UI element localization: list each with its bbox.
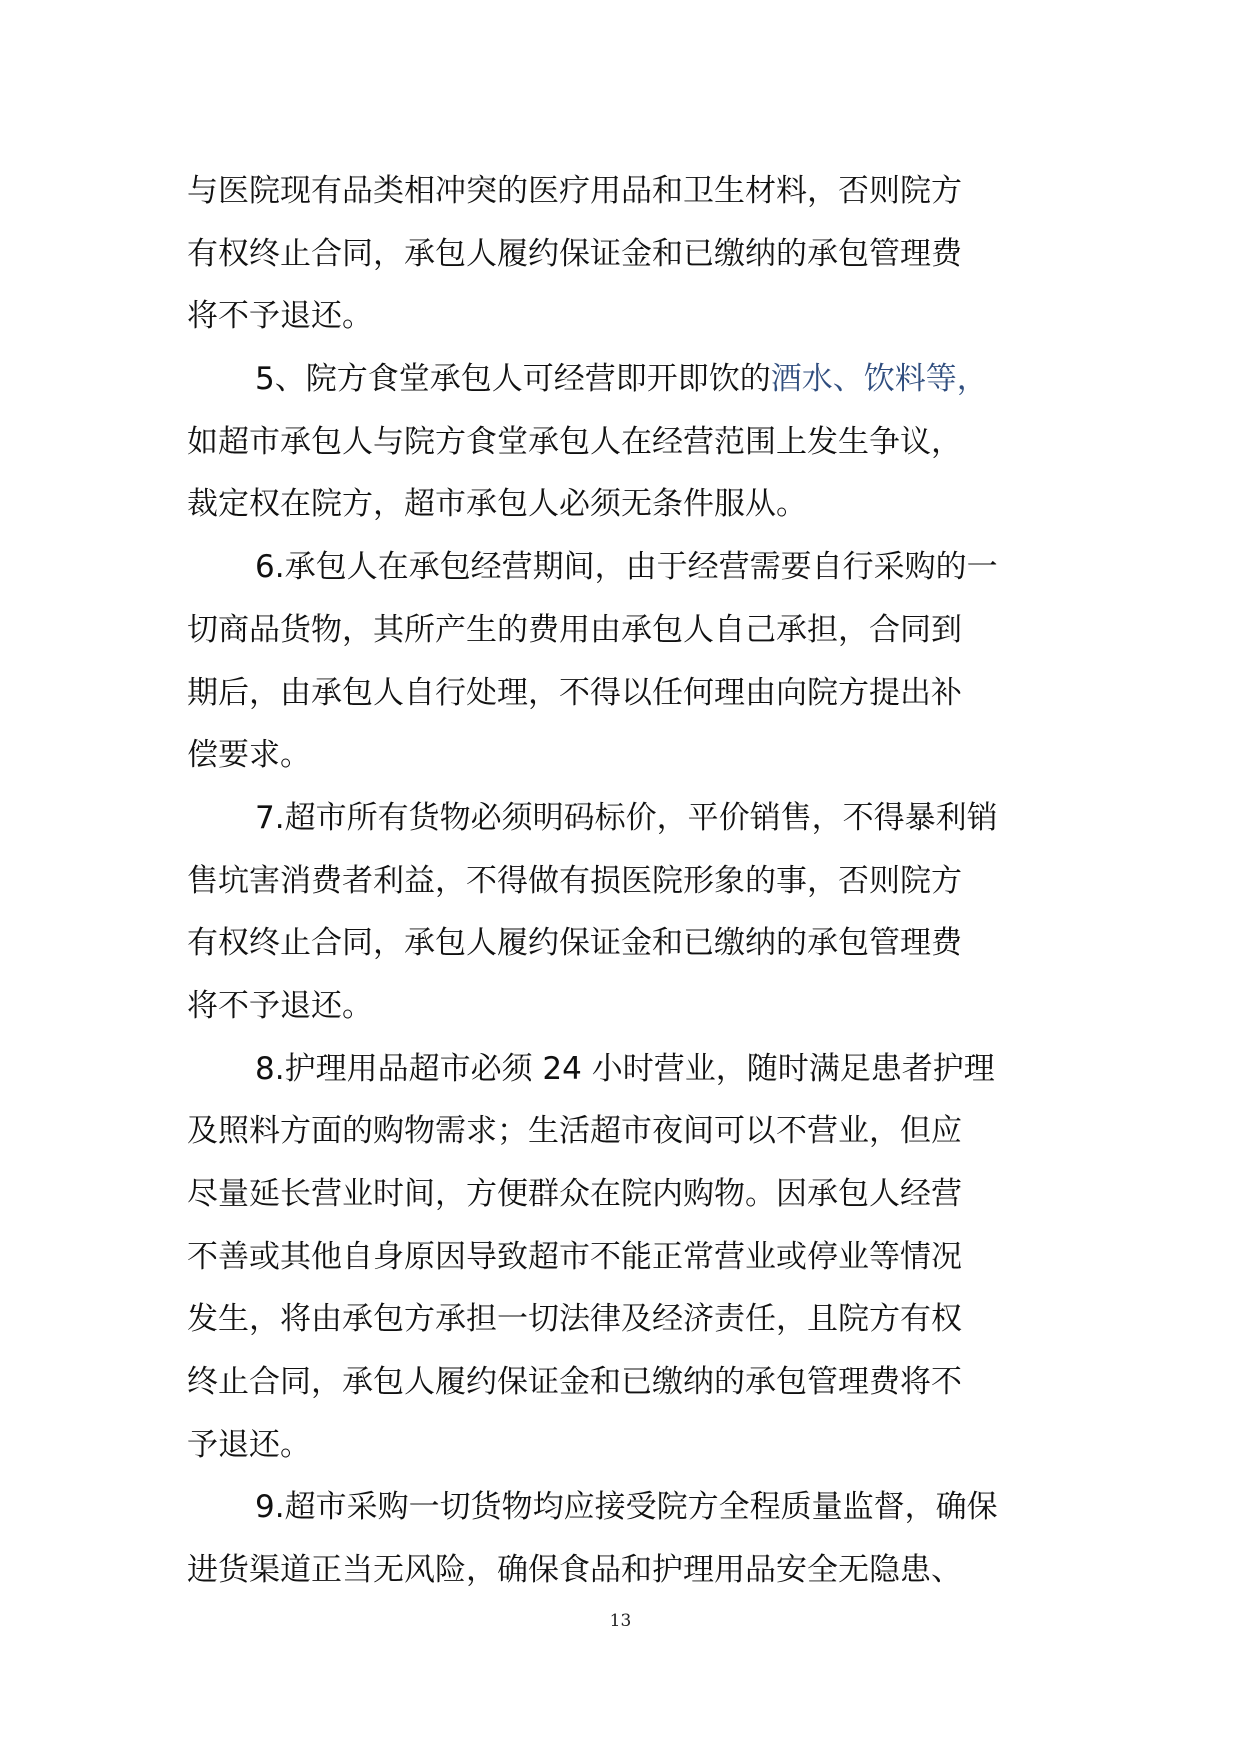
paragraph-5-first-line <box>187 348 1067 411</box>
text-line: 尽量延长营业时间，方便群众在院内购物。因承包人经营 <box>187 1176 962 1212</box>
text-span: 5、院方食堂承包人可经营即开即饮的 <box>255 361 771 398</box>
text-line: 终止合同，承包人履约保证金和已缴纳的承包管理费将不 <box>187 1364 962 1401</box>
text-line: 予退还。 <box>187 1426 311 1463</box>
body-text <box>187 160 1067 1602</box>
text-line: 切商品货物，其所产生的费用由承包人自己承担，合同到 <box>187 611 962 648</box>
text-line: 不善或其他自身原因导致超市不能正常营业或停业等情况 <box>187 1238 962 1275</box>
text-line: 期后，由承包人自行处理，不得以任何理由向院方提出补 <box>187 674 962 711</box>
page-number: 13 <box>609 1611 632 1631</box>
paragraph-7-first-line: 7.超市所有货物必须明码标价，平价销售，不得暴利销 <box>255 799 998 836</box>
text-line: 将不予退还。 <box>187 987 373 1024</box>
text-line: 偿要求。 <box>187 737 311 774</box>
text-line: 发生，将由承包方承担一切法律及经济责任，且院方有权 <box>187 1301 962 1338</box>
text-line: 如超市承包人与院方食堂承包人在经营范围上发生争议， <box>187 423 962 460</box>
text-line: 有权终止合同，承包人履约保证金和已缴纳的承包管理费 <box>187 925 962 962</box>
text-line: 进货渠道正当无风险，确保食品和护理用品安全无隐患、 <box>187 1552 962 1589</box>
text-line: 售坑害消费者利益，不得做有损医院形象的事，否则院方 <box>187 862 962 899</box>
highlighted-text: 酒水、饮料等， <box>770 361 988 398</box>
paragraph-6-first-line: 6.承包人在承包经营期间，由于经营需要自行采购的一 <box>255 549 998 586</box>
text-line: 将不予退还。 <box>187 298 373 335</box>
text-line: 裁定权在院方，超市承包人必须无条件服从。 <box>187 486 807 523</box>
text-line: 有权终止合同，承包人履约保证金和已缴纳的承包管理费 <box>187 235 962 272</box>
paragraph-9-first-line: 9.超市采购一切货物均应接受院方全程质量监督，确保 <box>255 1489 998 1526</box>
paragraph-8-first-line: 8.护理用品超市必须 24 小时营业，随时满足患者护理 <box>255 1050 995 1087</box>
text-line: 与医院现有品类相冲突的医疗用品和卫生材料，否则院方 <box>187 173 962 209</box>
text-line: 及照料方面的购物需求；生活超市夜间可以不营业，但应 <box>187 1113 962 1150</box>
